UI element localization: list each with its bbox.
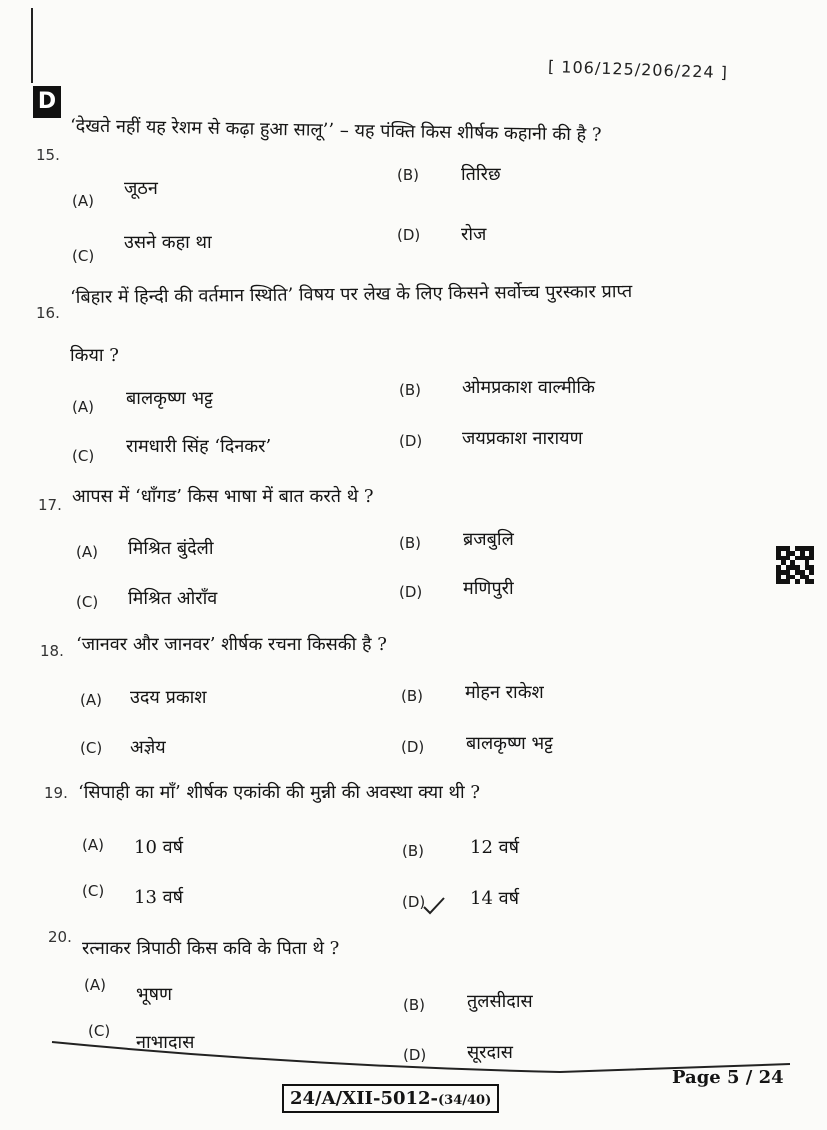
option-label: (D) — [399, 432, 423, 450]
option-label: (A) — [84, 976, 106, 994]
option-label: (C) — [76, 593, 99, 611]
option-label: (D) — [397, 226, 421, 244]
question-number: 16. — [36, 304, 60, 322]
paper-code-main: 24/A/XII-5012- — [290, 1088, 439, 1109]
option-text: मोहन राकेश — [465, 682, 544, 703]
option-label: (A) — [72, 398, 94, 416]
option-text: ओमप्रकाश वाल्मीकि — [462, 377, 595, 398]
option-text: नाभादास — [136, 1032, 195, 1053]
question-text: आपस में ‘धाँगड’ किस भाषा में बात करते थे ? — [72, 486, 374, 507]
option-text: उसने कहा था — [124, 232, 212, 253]
question-text-continued: किया ? — [70, 345, 119, 366]
option-text: जयप्रकाश नारायण — [462, 428, 583, 449]
question-number: 17. — [38, 496, 62, 514]
paper-code-suffix: (34/40) — [438, 1093, 492, 1108]
option-text: बालकृष्ण भट्ट — [126, 388, 213, 409]
option-text: बालकृष्ण भट्ट — [466, 733, 553, 754]
question-text: ‘बिहार में हिन्दी की वर्तमान स्थिति’ विषय पर लेख के लिए किसने सर्वोच्च पुरस्कार प्राप्त — [69, 281, 633, 308]
option-label: (B) — [399, 534, 421, 552]
question-text: ‘सिपाही का माँ’ शीर्षक एकांकी की मुन्नी की अवस्था क्या थी ? — [78, 782, 481, 803]
option-label: (B) — [397, 166, 419, 184]
question-number: 20. — [48, 928, 72, 946]
question-number: 18. — [40, 642, 64, 660]
question-text: रत्नाकर त्रिपाठी किस कवि के पिता थे ? — [82, 938, 340, 959]
option-text: 13 वर्ष — [134, 887, 184, 908]
option-label: (D) — [402, 893, 426, 911]
option-label: (A) — [72, 192, 94, 210]
option-text: सूरदास — [467, 1042, 513, 1063]
option-label: (C) — [72, 247, 95, 265]
option-text: तिरिछ — [461, 164, 501, 185]
margin-rule — [31, 8, 33, 83]
option-label: (C) — [80, 739, 103, 757]
option-label: (A) — [82, 836, 104, 854]
option-text: अज्ञेय — [130, 737, 166, 758]
option-text: मिश्रित बुंदेली — [128, 538, 214, 559]
option-label: (C) — [88, 1022, 111, 1040]
option-text: ब्रजबुलि — [463, 529, 514, 550]
option-label: (C) — [72, 447, 95, 465]
paper-code — [282, 1084, 499, 1113]
option-label: (B) — [399, 381, 421, 399]
option-label: (A) — [76, 543, 98, 561]
option-label: (B) — [402, 842, 424, 860]
option-label: (D) — [399, 583, 423, 601]
option-text: मिश्रित ओराँव — [128, 588, 218, 609]
handwritten-tick-mark — [422, 895, 446, 917]
option-label: (D) — [403, 1046, 427, 1064]
option-label: (C) — [82, 882, 105, 900]
subject-codes: [ 106/125/206/224 ] — [547, 56, 729, 83]
option-text: 14 वर्ष — [470, 888, 520, 909]
option-text: 12 वर्ष — [470, 837, 520, 858]
question-text: ‘देखते नहीं यह रेशम से कढ़ा हुआ सालू’’ – यह पंक्ति किस शीर्षक कहानी की है ? — [69, 115, 602, 146]
option-label: (B) — [403, 996, 425, 1014]
option-text: मणिपुरी — [463, 578, 514, 599]
qr-code — [776, 546, 814, 584]
option-text: जूठन — [124, 178, 158, 199]
question-text: ‘जानवर और जानवर’ शीर्षक रचना किसकी है ? — [76, 634, 387, 655]
option-text: रामधारी सिंह ‘दिनकर’ — [126, 436, 272, 457]
option-text: तुलसीदास — [467, 991, 533, 1012]
option-label: (D) — [401, 738, 425, 756]
question-number: 19. — [44, 784, 68, 802]
option-text: 10 वर्ष — [134, 837, 184, 858]
question-number: 15. — [36, 146, 60, 164]
option-label: (B) — [401, 687, 423, 705]
page-number: Page 5 / 24 — [672, 1067, 784, 1088]
option-label: (A) — [80, 691, 102, 709]
set-badge: D — [33, 86, 61, 118]
option-text: उदय प्रकाश — [130, 687, 207, 708]
option-text: रोज — [461, 224, 487, 245]
option-text: भूषण — [136, 984, 173, 1005]
